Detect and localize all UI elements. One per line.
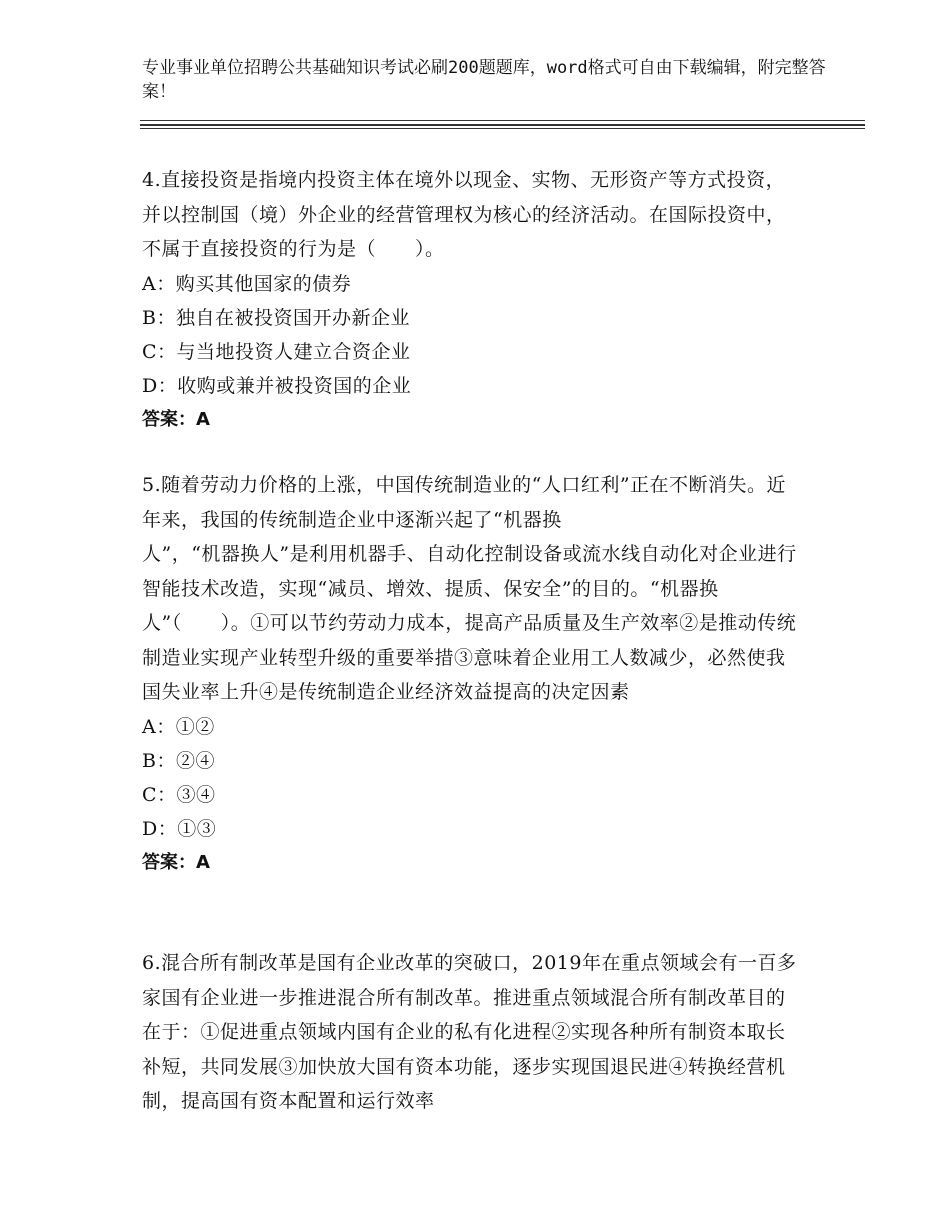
- option-d: D：收购或兼并被投资国的企业: [142, 374, 412, 397]
- header-divider-top: [140, 120, 865, 121]
- option-a: A：购买其他国家的债券: [142, 272, 352, 295]
- question-4: [142, 163, 802, 437]
- option-b: B：独自在被投资国开办新企业: [142, 306, 410, 329]
- question-stem: 6.混合所有制改革是国有企业改革的突破口，2019年在重点领域会有一百多家国有企业进一步推进混合所有制改革。推进重点领域混合所有制改革目的在于：①促进重点领域内国有企业的私有化进程②实现各种所有制资本取长补短，共同发展③加快放大国有资本功能，逐步实现国退民进④转换经营机制，提高国有资本配置和运行效率: [142, 952, 797, 1112]
- question-stem-line-2: 人”，“机器换人”是利用机器手、自动化控制设备或流水线自动化对企业进行智能技术改造，实现“减员、增效、提质、保安全”的目的。“机器换人”（ ）。①可以节约劳动力成本，提高产品质量及生产效率②是推动传统制造业实现产业转型升级的重要举措③意味着企业用工人数减少，必然使我国失业率上升④是传统制造企业经济效益提高的决定因素: [142, 543, 797, 703]
- header-divider-bottom: [140, 128, 865, 129]
- answer-label: 答案：A: [142, 851, 210, 873]
- option-c: C：③④: [142, 783, 216, 806]
- option-c: C：与当地投资人建立合资企业: [142, 340, 411, 363]
- answer-label: 答案：A: [142, 408, 210, 430]
- option-d: D：①③: [142, 817, 217, 840]
- option-b: B：②④: [142, 749, 215, 772]
- question-5: [142, 468, 802, 880]
- header-divider-middle: [140, 124, 865, 126]
- document-header: 专业事业单位招聘公共基础知识考试必刷200题题库，word格式可自由下载编辑，附完整答案！: [142, 58, 826, 102]
- question-stem: 4.直接投资是指境内投资主体在境外以现金、实物、无形资产等方式投资，并以控制国（境）外企业的经营管理权为核心的经济活动。在国际投资中，不属于直接投资的行为是（ ）。: [142, 169, 786, 260]
- option-a: A：①②: [142, 715, 215, 738]
- question-stem-line-1: 5.随着劳动力价格的上涨，中国传统制造业的“人口红利”正在不断消失。近年来，我国的传统制造企业中逐渐兴起了“机器换: [142, 474, 787, 531]
- question-6: [142, 946, 802, 1119]
